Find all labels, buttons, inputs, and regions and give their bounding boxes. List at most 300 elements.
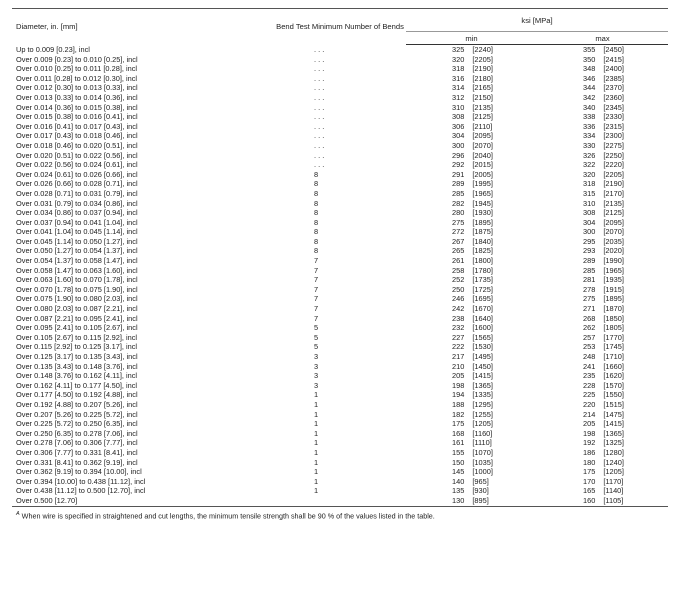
- max-ksi: 285: [583, 265, 596, 275]
- max-mpa: [1990]: [603, 256, 624, 266]
- max-ksi: 342: [583, 92, 596, 102]
- diameter-cell: [12, 323, 274, 333]
- max-cell: [537, 486, 668, 496]
- table-row: [12, 285, 668, 295]
- bend-cell: [274, 477, 406, 487]
- diameter-cell: [12, 246, 274, 256]
- diameter-text: Over 0.306 [7.77] to 0.331 [8.41], incl: [16, 447, 138, 457]
- max-cell: [537, 429, 668, 439]
- max-cell: [537, 285, 668, 295]
- bend-count: . . .: [314, 160, 325, 170]
- diameter-text: Over 0.014 [0.36] to 0.015 [0.38], incl: [16, 102, 138, 112]
- max-mpa: [2450]: [603, 45, 624, 54]
- diameter-cell: [12, 131, 274, 141]
- diameter-text: Over 0.162 [4.11] to 0.177 [4.50], incl: [16, 380, 138, 390]
- max-cell: [537, 83, 668, 93]
- diameter-cell: [12, 141, 274, 151]
- min-ksi: 275: [452, 217, 465, 227]
- min-cell: [406, 189, 537, 199]
- max-mpa: [1550]: [603, 390, 624, 400]
- max-cell: [537, 371, 668, 381]
- min-ksi: 316: [452, 73, 465, 83]
- max-mpa: [2205]: [603, 169, 624, 179]
- max-ksi: 330: [583, 140, 596, 150]
- max-mpa: [2035]: [603, 236, 624, 246]
- max-ksi: 186: [583, 447, 596, 457]
- bend-count: 7: [314, 275, 319, 285]
- max-mpa: [1280]: [603, 447, 624, 457]
- min-ksi: 314: [452, 83, 465, 93]
- diameter-cell: [12, 112, 274, 122]
- max-cell: [537, 160, 668, 170]
- bend-cell: [274, 93, 406, 103]
- max-ksi: 253: [583, 342, 596, 352]
- bend-cell: [274, 170, 406, 180]
- min-cell: [406, 419, 537, 429]
- diameter-cell: [12, 381, 274, 391]
- max-ksi: 326: [583, 150, 596, 160]
- diameter-cell: [12, 342, 274, 352]
- bend-count: 1: [314, 486, 319, 496]
- diameter-text: Over 0.024 [0.61] to 0.026 [0.66], incl: [16, 169, 138, 179]
- bend-count: 8: [314, 236, 319, 246]
- min-mpa: [1825]: [472, 246, 493, 256]
- min-ksi: 161: [452, 438, 465, 448]
- bend-count: 7: [314, 294, 319, 304]
- table-row: [12, 112, 668, 122]
- max-cell: [537, 122, 668, 132]
- table-row: [12, 275, 668, 285]
- diameter-text: Over 0.026 [0.66] to 0.028 [0.71], incl: [16, 179, 138, 189]
- tensile-strength-table: [12, 8, 668, 507]
- bend-cell: [274, 141, 406, 151]
- min-mpa: [1415]: [472, 371, 493, 381]
- table-row: [12, 381, 668, 391]
- diameter-text: Over 0.009 [0.23] to 0.010 [0.25], incl: [16, 54, 138, 64]
- table-row: [12, 429, 668, 439]
- min-mpa: [2040]: [472, 150, 493, 160]
- bend-count: 3: [314, 380, 319, 390]
- max-ksi: 310: [583, 198, 596, 208]
- min-ksi: 182: [452, 409, 465, 419]
- min-cell: [406, 477, 537, 487]
- bend-cell: [274, 266, 406, 276]
- min-cell: [406, 448, 537, 458]
- table-row: [12, 448, 668, 458]
- max-cell: [537, 458, 668, 468]
- bend-cell: [274, 333, 406, 343]
- min-cell: [406, 218, 537, 228]
- max-mpa: [1570]: [603, 380, 624, 390]
- min-ksi: 222: [452, 342, 465, 352]
- diameter-cell: [12, 218, 274, 228]
- diameter-cell: [12, 419, 274, 429]
- diameter-text: Over 0.207 [5.26] to 0.225 [5.72], incl: [16, 409, 138, 419]
- diameter-cell: [12, 103, 274, 113]
- max-mpa: [2135]: [603, 198, 624, 208]
- diameter-text: Over 0.016 [0.41] to 0.017 [0.43], incl: [16, 121, 138, 131]
- bend-cell: [274, 448, 406, 458]
- min-cell: [406, 294, 537, 304]
- table-row: [12, 64, 668, 74]
- max-mpa: [1240]: [603, 457, 624, 467]
- min-cell: [406, 199, 537, 209]
- table-row: [12, 342, 668, 352]
- min-ksi: 246: [452, 294, 465, 304]
- diameter-text: Over 0.394 [10.00] to 0.438 [11.12], incl: [16, 476, 146, 486]
- min-mpa: [1565]: [472, 332, 493, 342]
- table-row: [12, 151, 668, 161]
- diameter-text: Over 0.080 [2.03] to 0.087 [2.21], incl: [16, 304, 138, 314]
- bend-cell: [274, 342, 406, 352]
- min-ksi: 267: [452, 236, 465, 246]
- min-mpa: [2240]: [472, 45, 493, 54]
- diameter-cell: [12, 179, 274, 189]
- min-cell: [406, 352, 537, 362]
- min-mpa: [2015]: [472, 160, 493, 170]
- min-mpa: [1735]: [472, 275, 493, 285]
- max-mpa: [1745]: [603, 342, 624, 352]
- min-ksi: 296: [452, 150, 465, 160]
- min-ksi: 140: [452, 476, 465, 486]
- bend-count: . . .: [314, 92, 325, 102]
- bend-count: . . .: [314, 64, 325, 74]
- min-cell: [406, 74, 537, 84]
- min-mpa: [1800]: [472, 256, 493, 266]
- max-mpa: [1710]: [603, 352, 624, 361]
- diameter-text: Over 0.148 [3.76] to 0.162 [4.11], incl: [16, 371, 138, 381]
- diameter-text: Over 0.192 [4.88] to 0.207 [5.26], incl: [16, 399, 138, 409]
- min-ksi: 325: [452, 45, 465, 54]
- min-mpa: [1035]: [472, 457, 493, 467]
- bend-cell: [274, 64, 406, 74]
- bend-count: 7: [314, 265, 319, 275]
- min-cell: [406, 237, 537, 247]
- max-cell: [537, 64, 668, 74]
- max-cell: [537, 381, 668, 391]
- min-mpa: [1965]: [472, 188, 493, 198]
- min-cell: [406, 410, 537, 420]
- max-cell: [537, 141, 668, 151]
- min-mpa: [1875]: [472, 227, 493, 237]
- diameter-text: Over 0.058 [1.47] to 0.063 [1.60], incl: [16, 265, 138, 275]
- max-mpa: [1620]: [603, 371, 624, 381]
- min-cell: [406, 486, 537, 496]
- min-mpa: [1895]: [472, 217, 493, 227]
- bend-cell: [274, 400, 406, 410]
- table-row: [12, 179, 668, 189]
- table-row: [12, 314, 668, 324]
- max-mpa: [2095]: [603, 217, 624, 227]
- diameter-text: Over 0.022 [0.56] to 0.024 [0.61], incl: [16, 160, 138, 170]
- max-cell: [537, 151, 668, 161]
- diameter-cell: [12, 275, 274, 285]
- diameter-cell: [12, 237, 274, 247]
- bend-count: . . .: [314, 112, 325, 122]
- table-row: [12, 304, 668, 314]
- max-ksi: 338: [583, 112, 596, 122]
- max-ksi: 198: [583, 428, 596, 438]
- min-cell: [406, 333, 537, 343]
- diameter-cell: [12, 208, 274, 218]
- min-mpa: [2150]: [472, 92, 493, 102]
- max-cell: [537, 496, 668, 506]
- min-mpa: [1780]: [472, 265, 493, 275]
- max-mpa: [2370]: [603, 83, 624, 93]
- bend-count: . . .: [314, 121, 325, 131]
- bend-count: 1: [314, 457, 319, 467]
- min-cell: [406, 131, 537, 141]
- min-mpa: [1255]: [472, 409, 493, 419]
- bend-cell: [274, 323, 406, 333]
- max-mpa: [1895]: [603, 294, 624, 304]
- diameter-cell: [12, 93, 274, 103]
- min-mpa: [2070]: [472, 140, 493, 150]
- min-mpa: [1725]: [472, 284, 493, 294]
- min-ksi: 292: [452, 160, 465, 170]
- max-ksi: 281: [583, 275, 596, 285]
- min-cell: [406, 112, 537, 122]
- diameter-cell: [12, 496, 274, 506]
- bend-cell: [274, 467, 406, 477]
- table-row: [12, 141, 668, 151]
- min-cell: [406, 371, 537, 381]
- min-cell: [406, 55, 537, 65]
- min-mpa: [1930]: [472, 208, 493, 218]
- max-mpa: [2400]: [603, 64, 624, 74]
- max-cell: [537, 237, 668, 247]
- min-ksi: 310: [452, 102, 465, 112]
- diameter-text: Over 0.045 [1.14] to 0.050 [1.27], incl: [16, 236, 138, 246]
- diameter-cell: [12, 74, 274, 84]
- max-ksi: 228: [583, 380, 596, 390]
- max-ksi: 262: [583, 323, 596, 333]
- min-ksi: 300: [452, 140, 465, 150]
- diameter-text: Over 0.125 [3.17] to 0.135 [3.43], incl: [16, 352, 138, 361]
- table-row: [12, 131, 668, 141]
- diameter-cell: [12, 294, 274, 304]
- max-mpa: [1515]: [603, 399, 624, 409]
- max-cell: [537, 333, 668, 343]
- max-mpa: [1915]: [603, 284, 624, 294]
- table-row: [12, 83, 668, 93]
- min-cell: [406, 285, 537, 295]
- min-cell: [406, 304, 537, 314]
- table-row: [12, 246, 668, 256]
- bend-cell: [274, 458, 406, 468]
- diameter-text: Over 0.250 [6.35] to 0.278 [7.06], incl: [16, 428, 138, 438]
- max-mpa: [2250]: [603, 150, 624, 160]
- min-cell: [406, 467, 537, 477]
- max-ksi: 165: [583, 486, 596, 496]
- max-ksi: 180: [583, 457, 596, 467]
- bend-cell: [274, 371, 406, 381]
- bend-cell: [274, 429, 406, 439]
- bend-cell: [274, 131, 406, 141]
- min-ksi: 318: [452, 64, 465, 74]
- diameter-cell: [12, 199, 274, 209]
- diameter-cell: [12, 189, 274, 199]
- bend-count: 8: [314, 188, 319, 198]
- table-row: [12, 160, 668, 170]
- min-ksi: 227: [452, 332, 465, 342]
- bend-cell: [274, 304, 406, 314]
- max-cell: [537, 448, 668, 458]
- diameter-cell: [12, 371, 274, 381]
- bend-count: 5: [314, 342, 319, 352]
- bend-cell: [274, 208, 406, 218]
- max-ksi: 241: [583, 361, 596, 371]
- table-row: [12, 74, 668, 84]
- diameter-cell: [12, 45, 274, 55]
- ksi-column-header: ksi [MPa]: [406, 9, 668, 32]
- max-mpa: [1105]: [603, 495, 624, 505]
- diameter-column-header: Diameter, in. [mm]: [12, 9, 274, 45]
- max-mpa: [1325]: [603, 438, 624, 448]
- diameter-cell: [12, 390, 274, 400]
- bend-count: 7: [314, 284, 319, 294]
- max-mpa: [1365]: [603, 428, 624, 438]
- bend-cell: [274, 160, 406, 170]
- min-ksi: 285: [452, 188, 465, 198]
- max-mpa: [2345]: [603, 102, 624, 112]
- max-mpa: [1850]: [603, 313, 624, 323]
- max-cell: [537, 74, 668, 84]
- max-ksi: 300: [583, 227, 596, 237]
- min-mpa: [2205]: [472, 54, 493, 64]
- bend-cell: [274, 419, 406, 429]
- min-cell: [406, 390, 537, 400]
- diameter-cell: [12, 438, 274, 448]
- max-cell: [537, 438, 668, 448]
- bend-cell: [274, 83, 406, 93]
- tensile-table-document: [12, 8, 668, 520]
- min-mpa: [2190]: [472, 64, 493, 74]
- min-ksi: 250: [452, 284, 465, 294]
- diameter-cell: [12, 314, 274, 324]
- table-row: [12, 333, 668, 343]
- min-mpa: [1945]: [472, 198, 493, 208]
- max-cell: [537, 390, 668, 400]
- table-row: [12, 352, 668, 362]
- bend-count: 5: [314, 332, 319, 342]
- min-mpa: [1840]: [472, 236, 493, 246]
- max-mpa: [1770]: [603, 332, 624, 342]
- max-mpa: [1805]: [603, 323, 624, 333]
- bend-count: 1: [314, 399, 319, 409]
- bend-count: . . .: [314, 44, 325, 54]
- min-mpa: [1640]: [472, 313, 493, 323]
- bend-cell: [274, 314, 406, 324]
- diameter-text: Over 0.500 [12.70]: [16, 495, 78, 505]
- bend-cell: [274, 352, 406, 362]
- max-ksi: 170: [583, 476, 596, 486]
- max-mpa: [2315]: [603, 121, 624, 131]
- table-row: [12, 496, 668, 506]
- diameter-cell: [12, 429, 274, 439]
- table-row: [12, 199, 668, 209]
- bend-cell: [274, 256, 406, 266]
- min-mpa: [2180]: [472, 73, 493, 83]
- diameter-text: Over 0.135 [3.43] to 0.148 [3.76], incl: [16, 361, 138, 371]
- max-ksi: 322: [583, 160, 596, 170]
- max-ksi: 340: [583, 102, 596, 112]
- table-row: [12, 55, 668, 65]
- max-mpa: [2360]: [603, 92, 624, 102]
- max-cell: [537, 93, 668, 103]
- bend-count: 1: [314, 419, 319, 429]
- max-ksi: 346: [583, 73, 596, 83]
- diameter-text: Over 0.034 [0.86] to 0.037 [0.94], incl: [16, 208, 138, 218]
- max-ksi: 289: [583, 256, 596, 266]
- max-cell: [537, 275, 668, 285]
- max-cell: [537, 477, 668, 487]
- bend-column-header: Bend Test Minimum Number of Bends: [274, 9, 406, 45]
- max-ksi: 295: [583, 236, 596, 246]
- min-cell: [406, 179, 537, 189]
- min-ksi: 145: [452, 467, 465, 477]
- bend-cell: [274, 199, 406, 209]
- min-mpa: [2165]: [472, 83, 493, 93]
- max-ksi: 304: [583, 217, 596, 227]
- max-cell: [537, 179, 668, 189]
- bend-count: 1: [314, 428, 319, 438]
- bend-count: 7: [314, 304, 319, 314]
- min-cell: [406, 122, 537, 132]
- diameter-cell: [12, 448, 274, 458]
- diameter-text: Over 0.177 [4.50] to 0.192 [4.88], incl: [16, 390, 138, 400]
- diameter-cell: [12, 458, 274, 468]
- diameter-text: Over 0.075 [1.90] to 0.080 [2.03], incl: [16, 294, 138, 304]
- diameter-cell: [12, 477, 274, 487]
- max-ksi: 225: [583, 390, 596, 400]
- min-cell: [406, 323, 537, 333]
- max-ksi: 248: [583, 352, 596, 361]
- table-row: [12, 294, 668, 304]
- diameter-text: Over 0.020 [0.51] to 0.022 [0.56], incl: [16, 150, 138, 160]
- bend-cell: [274, 74, 406, 84]
- min-mpa: [2125]: [472, 112, 493, 122]
- min-ksi: 205: [452, 371, 465, 381]
- diameter-cell: [12, 362, 274, 372]
- bend-count: 5: [314, 323, 319, 333]
- diameter-text: Over 0.438 [11.12] to 0.500 [12.70], incl: [16, 486, 146, 496]
- bend-count: 8: [314, 246, 319, 256]
- min-mpa: [895]: [472, 495, 489, 505]
- max-cell: [537, 103, 668, 113]
- table-row: [12, 256, 668, 266]
- max-mpa: [1475]: [603, 409, 624, 419]
- max-mpa: [2125]: [603, 208, 624, 218]
- bend-cell: [274, 45, 406, 55]
- bend-count: 1: [314, 476, 319, 486]
- bend-cell: [274, 112, 406, 122]
- diameter-cell: [12, 151, 274, 161]
- min-ksi: 252: [452, 275, 465, 285]
- max-cell: [537, 266, 668, 276]
- diameter-cell: [12, 83, 274, 93]
- bend-count: . . .: [314, 150, 325, 160]
- table-row: [12, 266, 668, 276]
- diameter-text: Over 0.017 [0.43] to 0.018 [0.46], incl: [16, 131, 138, 141]
- table-row: [12, 438, 668, 448]
- bend-cell: [274, 275, 406, 285]
- table-row: [12, 122, 668, 132]
- min-cell: [406, 362, 537, 372]
- max-ksi: 318: [583, 179, 596, 189]
- diameter-text: Over 0.095 [2.41] to 0.105 [2.67], incl: [16, 323, 138, 333]
- bend-count: 3: [314, 361, 319, 371]
